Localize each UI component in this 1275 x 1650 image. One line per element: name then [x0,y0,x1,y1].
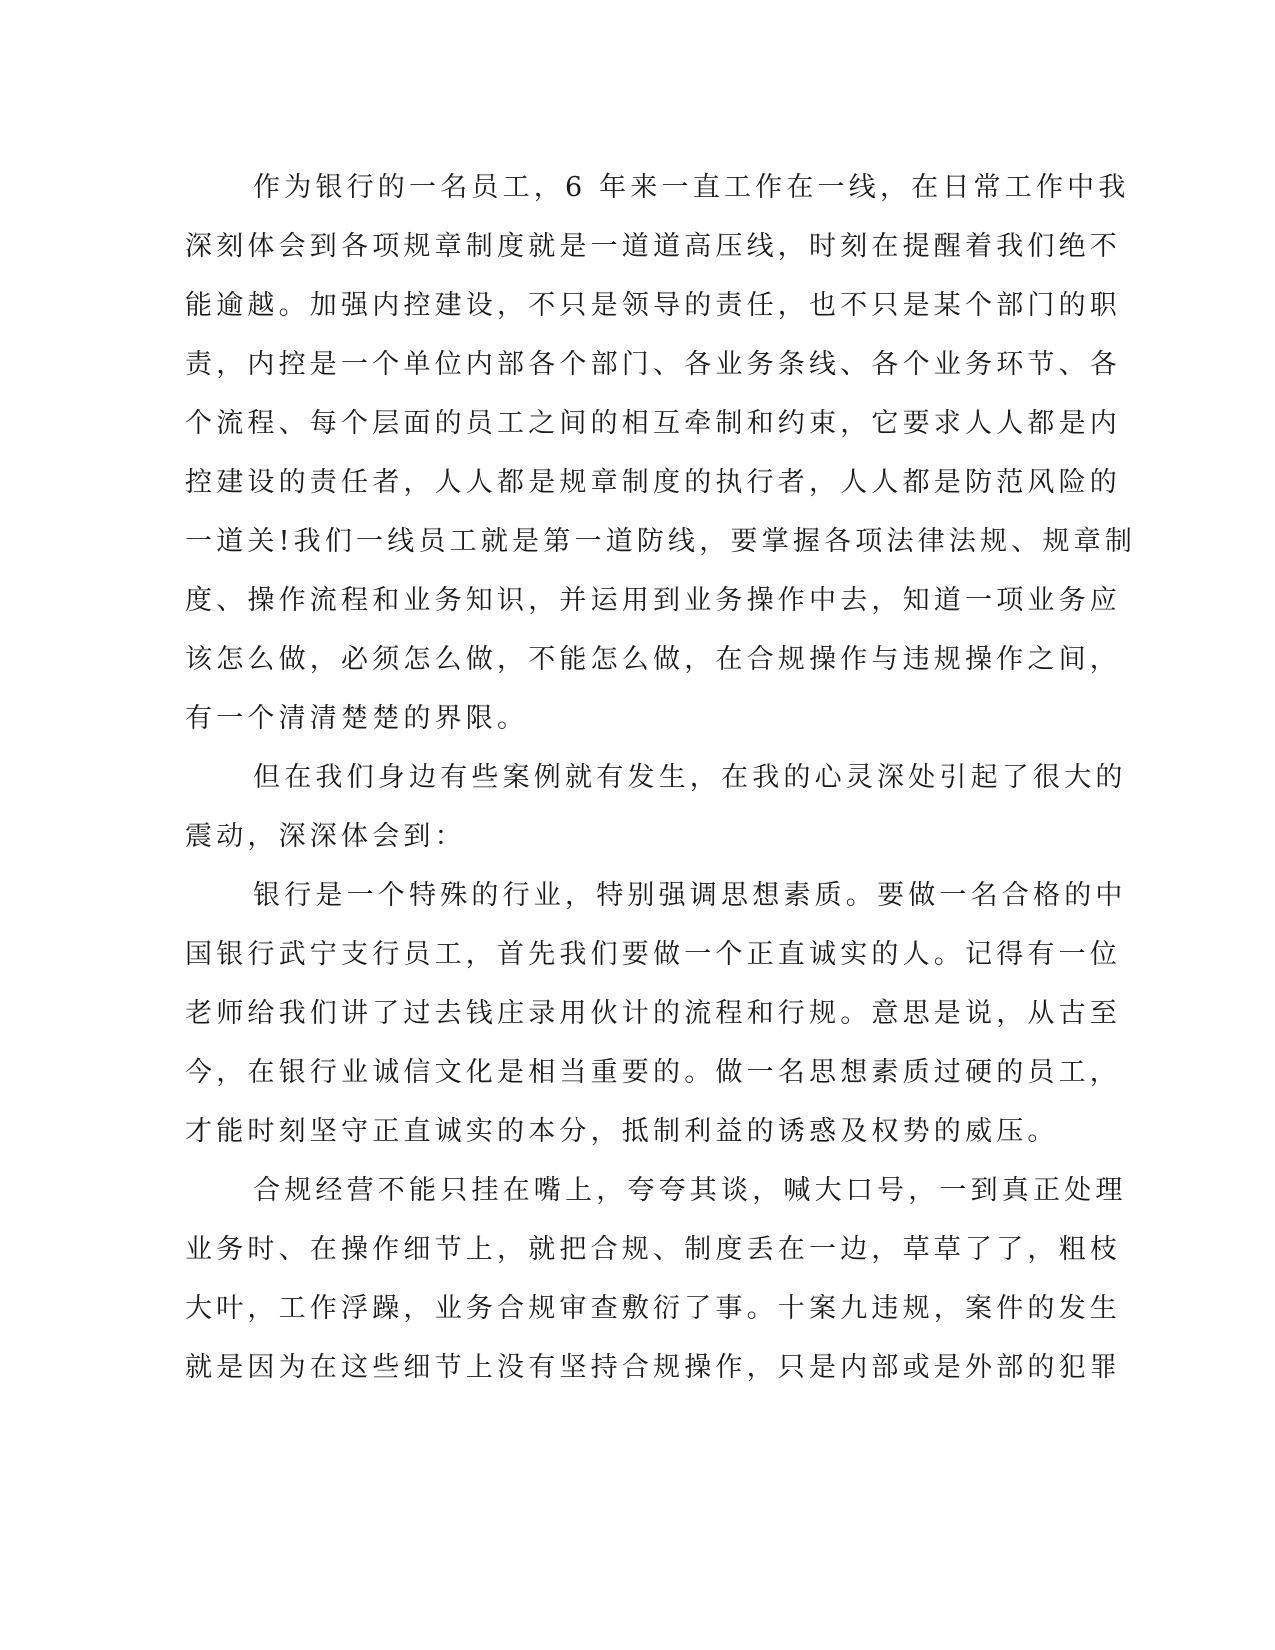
text-line: 作为银行的一名员工，6 年来一直工作在一线，在日常工作中我 [253,172,1130,203]
paragraph-4 [185,1161,1127,1397]
text-line: 银行是一个特殊的行业，特别强调思想素质。要做一名合格的中 [253,880,1127,911]
text-line: 才能时刻坚守正直诚实的本分，抵制利益的诱惑及权势的威压。 [185,1116,1059,1147]
text-line: 能逾越。加强内控建设，不只是领导的责任，也不只是某个部门的职 [185,290,1121,321]
body-text [185,158,1137,1397]
text-line: 个流程、每个层面的员工之间的相互牵制和约束，它要求人人都是内 [185,408,1121,439]
paragraph-3 [185,866,1127,1161]
text-line: 度、操作流程和业务知识，并运用到业务操作中去，知道一项业务应 [185,585,1121,616]
text-line: 今，在银行业诚信文化是相当重要的。做一名思想素质过硬的员工， [185,1057,1121,1088]
text-line: 业务时、在操作细节上，就把合规、制度丢在一边，草草了了，粗枝 [185,1234,1121,1265]
text-line: 大叶，工作浮躁，业务合规审查敷衍了事。十案九违规，案件的发生 [185,1293,1121,1324]
text-line: 老师给我们讲了过去钱庄录用伙计的流程和行规。意思是说，从古至 [185,998,1121,1029]
paragraph-1 [185,158,1137,748]
text-line: 就是因为在这些细节上没有坚持合规操作，只是内部或是外部的犯罪 [185,1352,1121,1383]
text-line: 震动，深深体会到： [185,821,466,852]
text-line: 控建设的责任者，人人都是规章制度的执行者，人人都是防范风险的 [185,467,1121,498]
text-line: 但在我们身边有些案例就有发生，在我的心灵深处引起了很大的 [253,762,1127,793]
text-line: 合规经营不能只挂在嘴上，夸夸其谈，喊大口号，一到真正处理 [253,1175,1127,1206]
text-line: 责，内控是一个单位内部各个部门、各业务条线、各个业务环节、各 [185,349,1121,380]
text-line: 该怎么做，必须怎么做，不能怎么做，在合规操作与违规操作之间， [185,644,1121,675]
text-line: 国银行武宁支行员工，首先我们要做一个正直诚实的人。记得有一位 [185,939,1121,970]
text-line: 深刻体会到各项规章制度就是一道道高压线，时刻在提醒着我们绝不 [185,231,1121,262]
text-line: 有一个清清楚楚的界限。 [185,703,529,734]
paragraph-2 [185,748,1127,866]
text-line: 一道关!我们一线员工就是第一道防线，要掌握各项法律法规、规章制 [185,526,1137,557]
